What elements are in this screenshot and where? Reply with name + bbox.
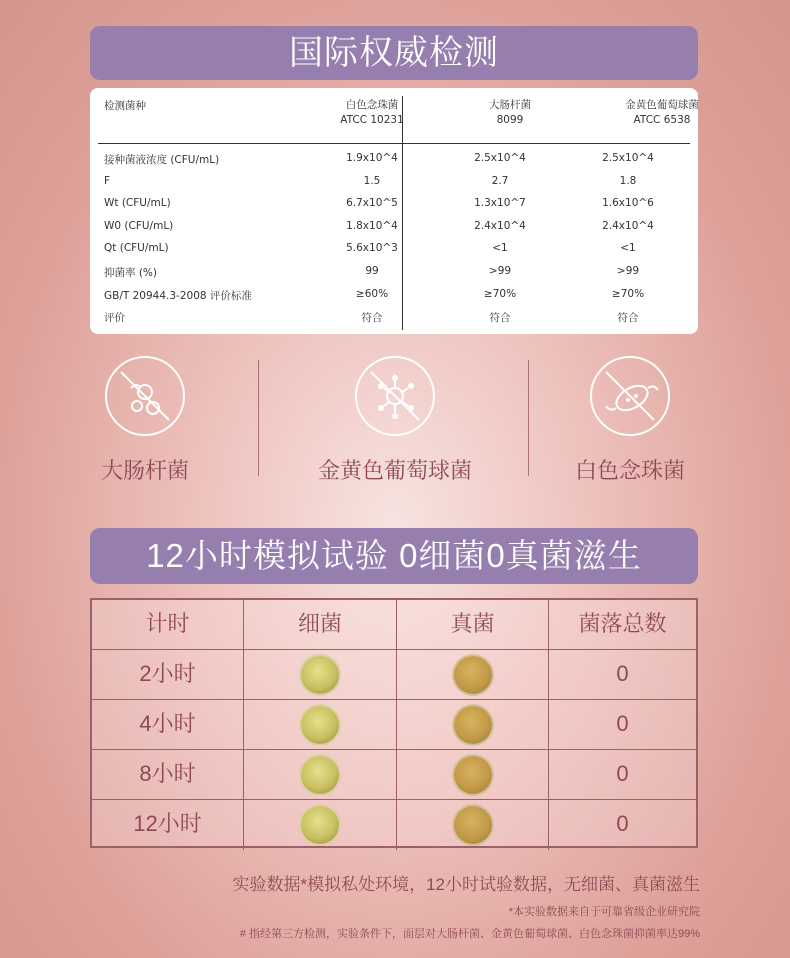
simulation-test-table — [90, 598, 698, 848]
header-bacteria: 细菌 — [244, 600, 397, 649]
report-cell: 符合 — [489, 312, 511, 325]
header-time: 计时 — [92, 600, 244, 649]
ecoli-prohibited-icon — [105, 356, 185, 436]
header-col-code: 8099 — [496, 114, 524, 126]
report-row-label: Wt (CFU/mL) — [104, 197, 171, 210]
report-cell: 1.6x10^6 — [602, 197, 654, 210]
report-cell: 6.7x10^5 — [346, 197, 398, 210]
report-row-label: GB/T 20944.3-2008 评价标准 — [104, 289, 252, 302]
bacteria-cell — [244, 650, 397, 699]
staph-prohibited-icon — [355, 356, 435, 436]
report-row-label: F — [104, 174, 111, 187]
icon-divider — [258, 360, 259, 476]
header-col-code: ATCC 10231 — [340, 114, 404, 126]
header-col-name: 白色念珠菌 — [345, 99, 399, 111]
test-row — [92, 800, 696, 850]
time-cell: 4小时 — [92, 700, 244, 749]
report-cell: ≥70% — [483, 287, 517, 300]
icon-group — [60, 356, 230, 485]
fungi-dish-image — [454, 706, 492, 744]
report-cell: 2.5x10^4 — [602, 152, 654, 164]
report-cell: 2.7 — [491, 174, 509, 187]
footer-note: # 指经第三方检测，实验条件下，面层对大肠杆菌、金黄色葡萄球菌、白色念珠菌抑菌率达99% — [239, 928, 700, 940]
report-cell: >99 — [616, 265, 640, 277]
header-col-candida — [312, 98, 432, 128]
bacteria-dish-image — [301, 656, 339, 694]
test-header-row — [92, 600, 696, 650]
bacteria-dish-image — [301, 756, 339, 794]
bacteria-cell — [244, 750, 397, 799]
report-cell: ≥70% — [611, 287, 645, 300]
icon-group — [545, 356, 715, 485]
header-fungi: 真菌 — [397, 600, 549, 649]
report-row-label: 抑菌率 (%) — [104, 267, 158, 279]
header-colony-count: 菌落总数 — [578, 611, 667, 636]
bacteria-dish-image — [301, 806, 339, 844]
candida-prohibited-icon — [590, 356, 670, 436]
report-cell: 2.5x10^4 — [474, 152, 526, 164]
header-col-name: 大肠杆菌 — [489, 99, 531, 111]
test-report-table — [90, 88, 698, 334]
icon-group — [310, 356, 480, 485]
report-cell: 1.9x10^4 — [346, 152, 398, 164]
title-banner-12h-test: 12小时模拟试验 0细菌0真菌滋生 — [90, 528, 698, 584]
colony-count-cell: 0 — [616, 711, 629, 736]
title-banner-authority-test: 国际权威检测 — [90, 26, 698, 80]
bacteria-dish-image — [301, 706, 339, 744]
report-cell: 2.4x10^4 — [602, 219, 654, 232]
time-cell: 2小时 — [92, 650, 244, 699]
bacteria-cell — [244, 800, 397, 850]
colony-count-cell: 0 — [616, 811, 629, 836]
fungi-cell — [397, 800, 549, 850]
fungi-cell — [397, 750, 549, 799]
bacteria-cell — [244, 700, 397, 749]
experiment-note: 实验数据*模拟私处环境，12小时试验数据，无细菌、真菌滋生 — [232, 875, 700, 894]
report-cell: 1.3x10^7 — [474, 197, 526, 210]
colony-count-cell: 0 — [616, 761, 629, 786]
time-cell: 8小时 — [92, 750, 244, 799]
report-cell: 99 — [365, 265, 379, 277]
report-row-label: W0 (CFU/mL) — [104, 219, 174, 232]
report-cell: <1 — [492, 242, 508, 255]
report-row-label: Qt (CFU/mL) — [104, 242, 169, 255]
report-cell: 1.5 — [363, 174, 381, 187]
header-divider — [98, 143, 690, 144]
report-row-label: 接种菌液浓度 (CFU/mL) — [104, 154, 220, 166]
fungi-cell — [397, 650, 549, 699]
header-col-name: 金黄色葡萄球菌 — [625, 99, 699, 111]
icon-label: 白色念珠菌 — [574, 458, 685, 483]
report-cell: ≥60% — [355, 287, 389, 300]
fungi-dish-image — [454, 806, 492, 844]
report-cell: 1.8x10^4 — [346, 219, 398, 232]
fungi-cell — [397, 700, 549, 749]
report-cell: >99 — [488, 265, 512, 277]
header-col-code: ATCC 6538 — [633, 114, 691, 126]
header-col-ecoli — [440, 98, 580, 128]
report-cell: 5.6x10^3 — [346, 242, 398, 255]
source-note: *本实验数据来自于可靠省级企业研究院 — [508, 906, 700, 918]
icon-label: 大肠杆菌 — [100, 458, 189, 483]
report-cell: 1.8 — [619, 174, 637, 187]
report-cell: 符合 — [361, 312, 383, 325]
colony-count-cell: 0 — [616, 661, 629, 686]
test-row — [92, 700, 696, 750]
time-cell: 12小时 — [92, 800, 244, 850]
report-cell: <1 — [620, 242, 636, 255]
fungi-dish-image — [454, 656, 492, 694]
fungi-dish-image — [454, 756, 492, 794]
icon-label: 金黄色葡萄球菌 — [317, 458, 472, 483]
test-row — [92, 750, 696, 800]
report-row-label: 评价 — [104, 312, 125, 325]
report-cell: 2.4x10^4 — [474, 219, 526, 232]
test-row — [92, 650, 696, 700]
header-label: 检测菌种 — [104, 100, 146, 112]
report-cell: 符合 — [617, 312, 639, 325]
icon-divider — [528, 360, 529, 476]
header-col-staph — [598, 98, 726, 128]
